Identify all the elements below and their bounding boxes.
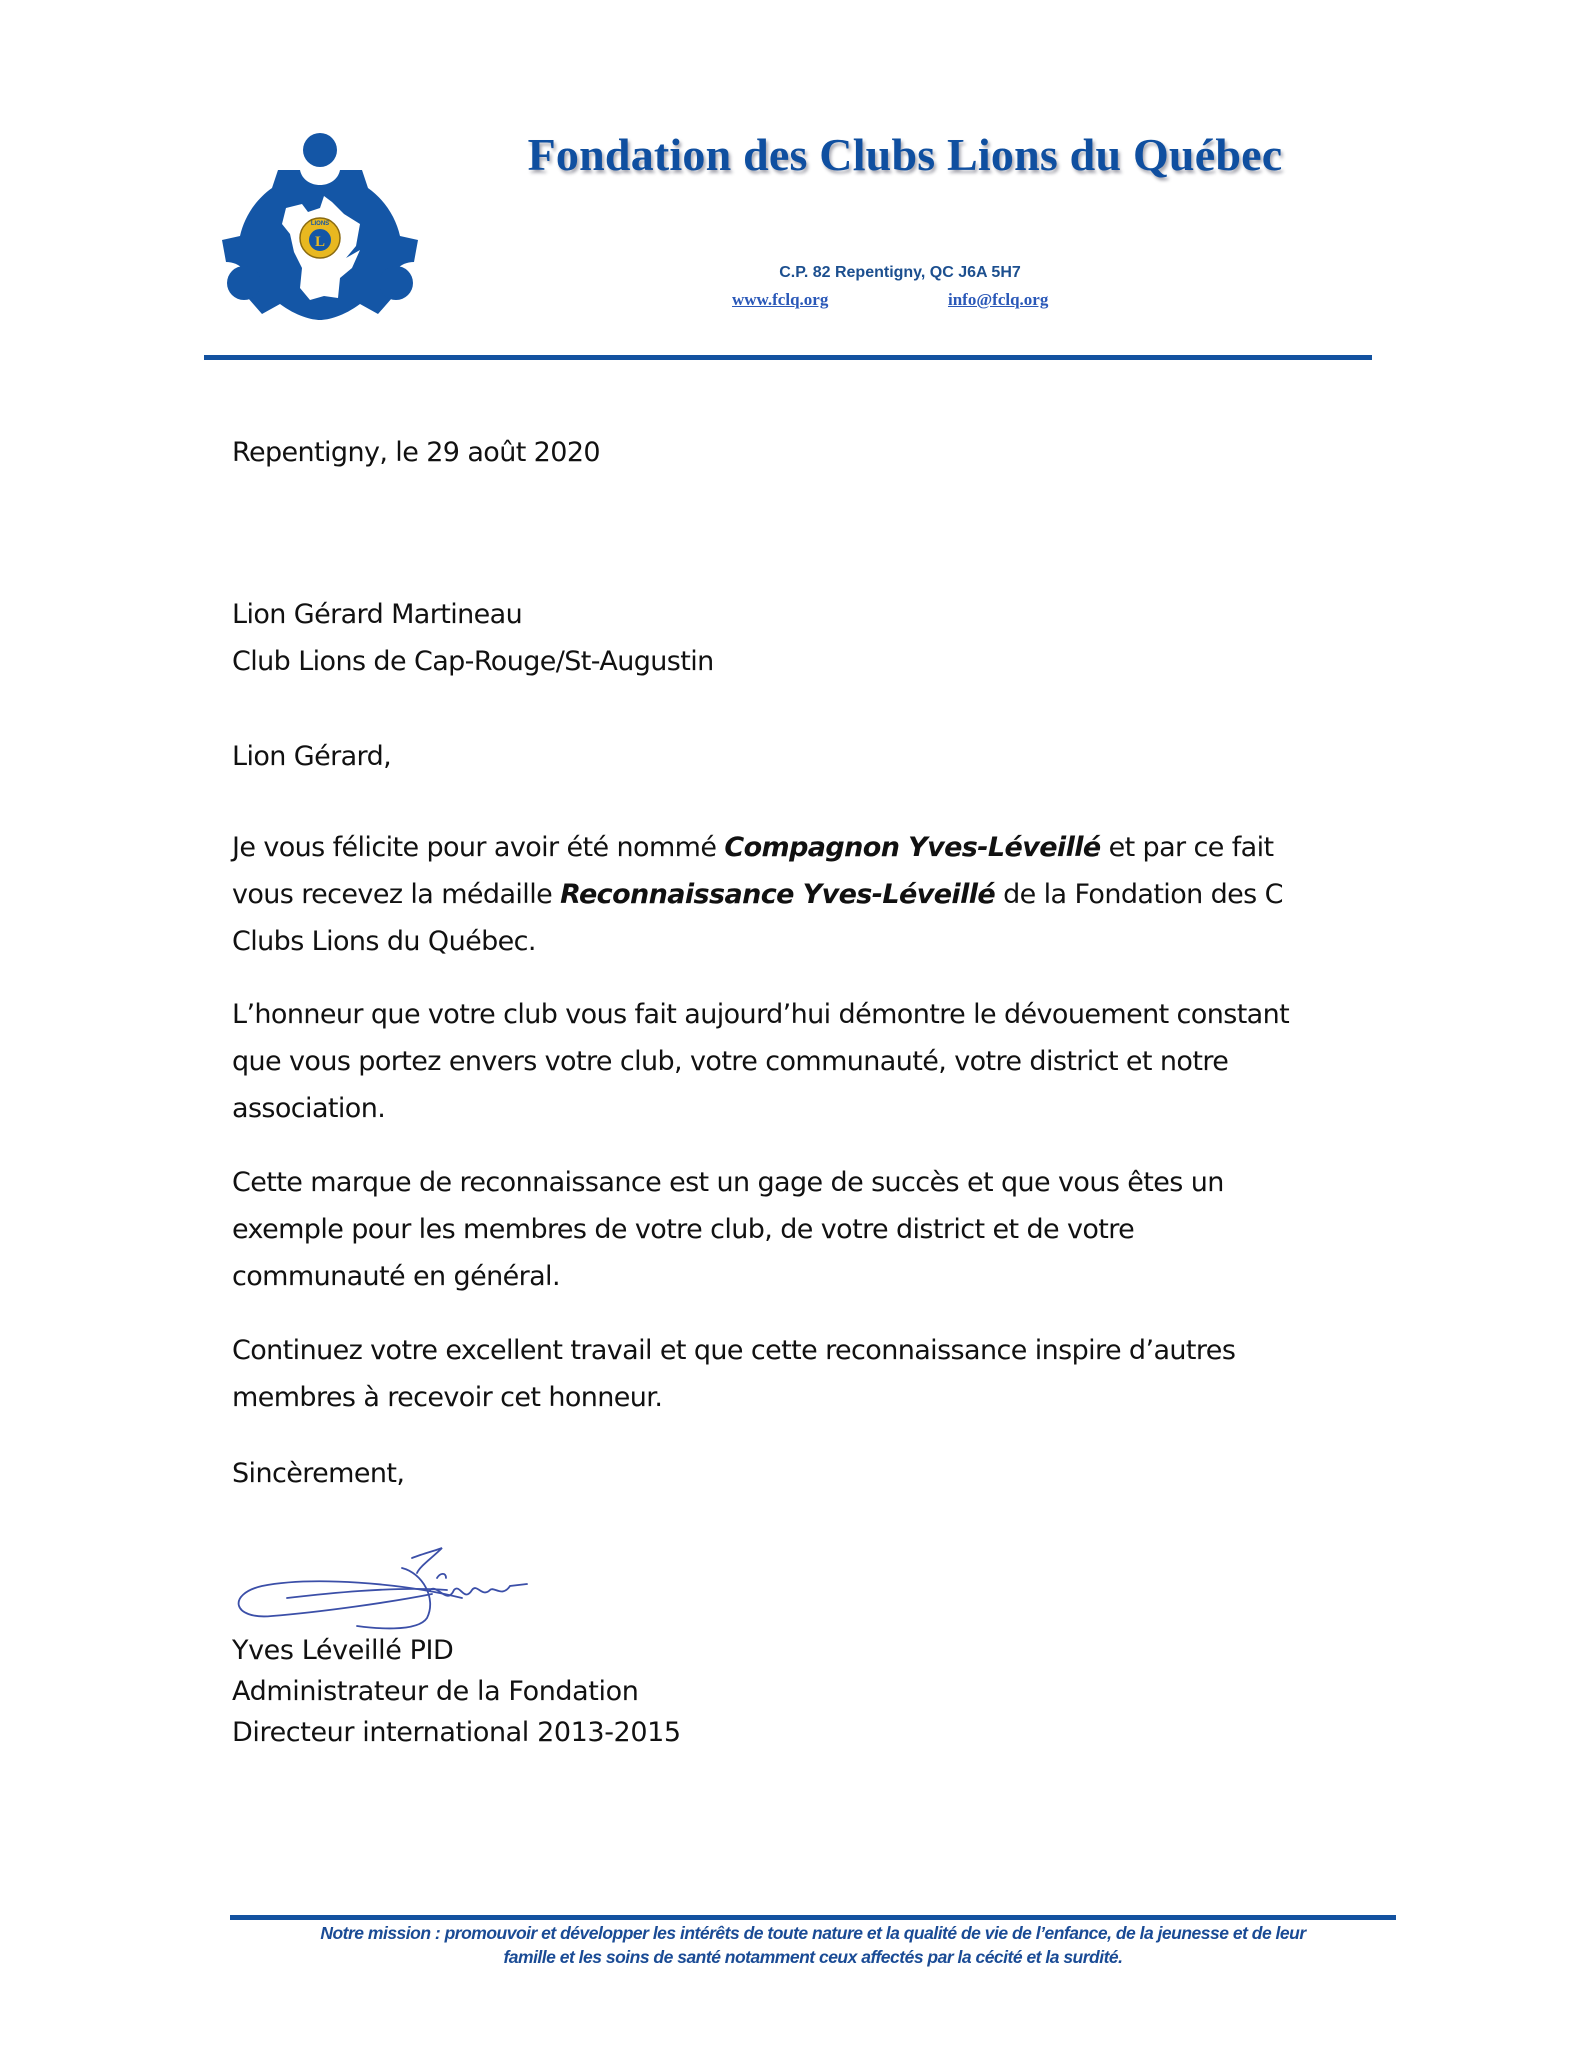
mission-statement [230,1921,1396,1969]
text: L’honneur que votre club vous fait aujourd’hui démontre le dévouement constant [232,999,1290,1030]
text: que vous portez envers votre club, votre communauté, votre district et notre [232,1046,1229,1077]
place-date: Repentigny, le 29 août 2020 [232,437,600,468]
paragraph-congratulations [232,824,1382,965]
medal-title: Reconnaissance Yves-Léveillé [560,879,996,910]
text: de la Fondation des C [995,879,1283,910]
mission-line-1: Notre mission : promouvoir et développer les intérêts de toute nature et la qualité de vie de l’enfance, de la jeunesse et de leur [320,1923,1306,1943]
text: vous recevez la médaille [232,879,561,910]
postal-address: C.P. 82 Repentigny, QC J6A 5H7 [779,264,1021,281]
recipient-club: Club Lions de Cap-Rouge/St-Augustin [232,646,714,677]
website-link[interactable]: www.fclq.org [732,290,829,309]
mission-line-2: famille et les soins de santé notamment ceux affectés par la cécité et la surdité. [503,1947,1123,1967]
closing: Sincèrement, [232,1458,405,1489]
text: Je vous félicite pour avoir été nommé [232,832,725,863]
signature-icon [232,1528,542,1633]
signatory-title-1: Administrateur de la Fondation [232,1676,639,1707]
recipient-name: Lion Gérard Martineau [232,599,523,630]
email-link[interactable]: info@fclq.org [948,290,1049,309]
svg-text:LIONS: LIONS [310,221,330,227]
award-title: Compagnon Yves-Léveillé [724,832,1101,863]
text: communauté en général. [232,1261,560,1292]
signatory-block [232,1630,681,1753]
signatory-name: Yves Léveillé PID [232,1635,454,1666]
signatory-title-2: Directeur international 2013-2015 [232,1717,681,1748]
text: et par ce fait [1100,832,1274,863]
paragraph-encouragement [232,1327,1382,1421]
lions-foundation-logo-icon [220,128,420,320]
svg-text:L: L [314,234,326,250]
paragraph-honour [232,991,1382,1132]
paragraph-recognition [232,1159,1382,1300]
text: exemple pour les membres de votre club, de votre district et de votre [232,1214,1135,1245]
text: membres à recevoir cet honneur. [232,1382,663,1413]
salutation: Lion Gérard, [232,741,392,772]
organization-title: Fondation des Clubs Lions du Québec [527,129,1283,180]
header-divider [204,355,1372,360]
footer-divider [230,1915,1396,1920]
text: Cette marque de reconnaissance est un gage de succès et que vous êtes un [232,1167,1224,1198]
text: Continuez votre excellent travail et que cette reconnaissance inspire d’autres [232,1335,1236,1366]
text: association. [232,1093,386,1124]
text: Clubs Lions du Québec. [232,926,536,957]
